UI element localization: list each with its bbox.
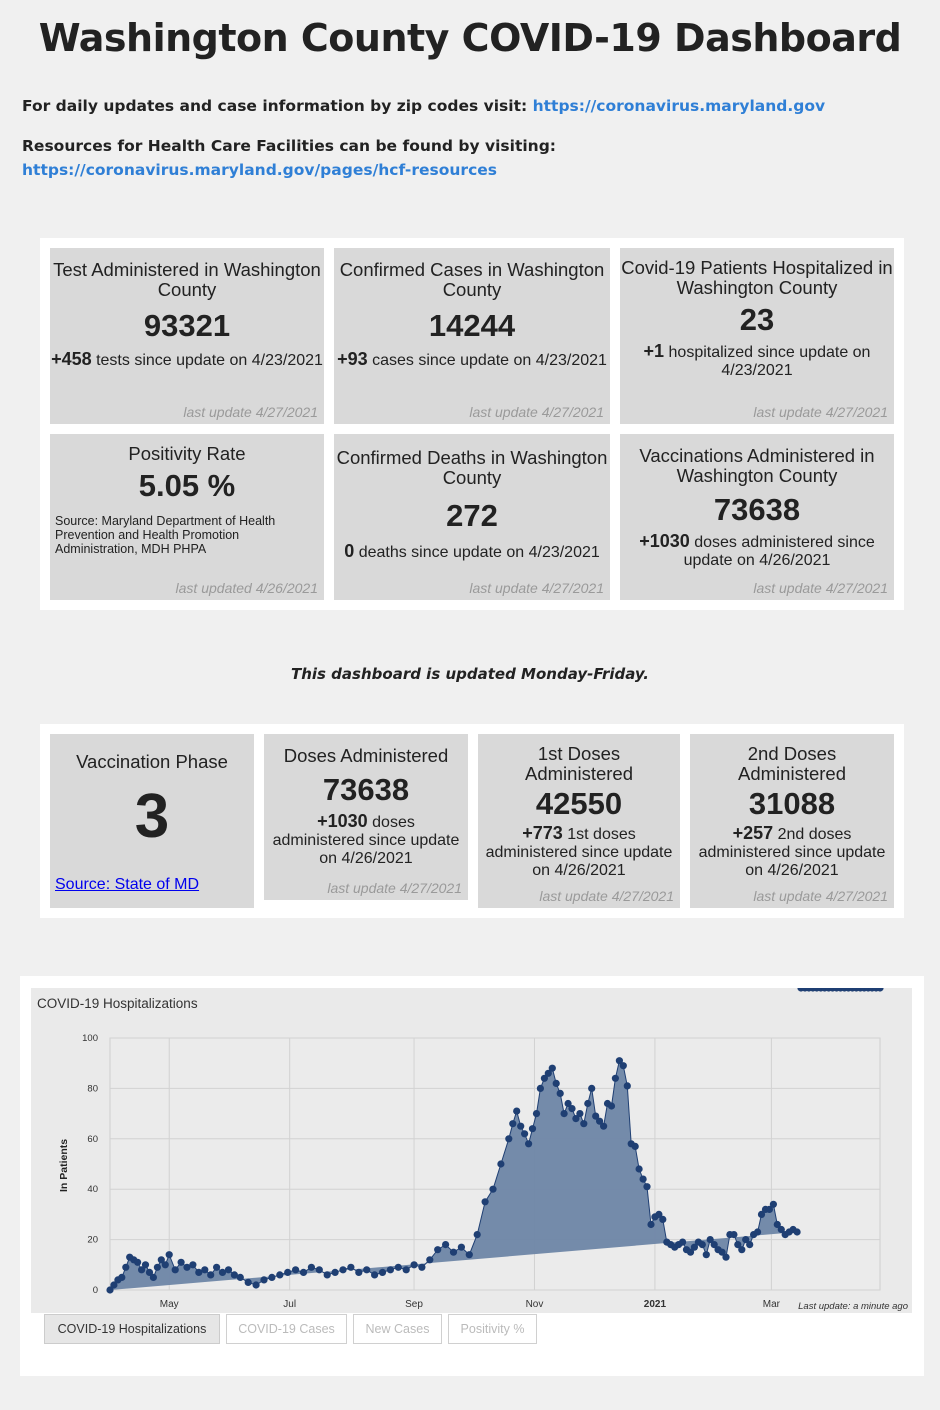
data-point [434,1246,441,1253]
first-doses-value: 42550 [535,786,623,821]
hospitalized-delta: +1 hospitalized since update on 4/23/2021 [643,341,871,379]
data-point [403,1266,410,1273]
resources-label: Resources for Health Care Facilities can be found by visiting: [22,137,557,155]
data-point [207,1271,214,1278]
positivity-source: Source: Maryland Department of Health Prevention and Health Promotion Administration, MDH PHPA [55,514,276,556]
vaccination-phase-title: Vaccination Phase [76,751,228,772]
deaths-title: Confirmed Deaths in Washington County [336,447,608,488]
data-point [722,1254,729,1261]
hospitalized-title: Covid-19 Patients Hospitalized in Washington County [621,257,893,298]
deaths-updated: last update 4/27/2021 [469,580,604,596]
second-doses-value: 31088 [748,786,836,821]
positivity-value: 5.05 % [138,468,236,503]
data-point [489,1186,496,1193]
data-point [557,1090,564,1097]
data-point [395,1264,402,1271]
hospitalizations-chart [31,988,912,1313]
data-point [189,1261,196,1268]
data-point [339,1266,346,1273]
data-point [178,1259,185,1266]
hospitalized-card [620,248,894,424]
data-point [620,1062,627,1069]
vaccinations-value: 73638 [713,492,801,527]
vaccinations-delta: +1030 doses administered since update on 4/26/2021 [639,531,875,569]
chart-title: COVID-19 Hospitalizations [37,996,198,1011]
data-point [118,1274,125,1281]
data-point [525,1140,532,1147]
data-point [418,1264,425,1271]
cases-value: 14244 [428,308,516,343]
vaccine-panel [40,724,904,918]
doses-title: Doses Administered [283,745,449,766]
tests-value: 93321 [143,308,231,343]
data-point [505,1135,512,1142]
data-point [122,1264,129,1271]
data-point [679,1239,686,1246]
data-point [699,1241,706,1248]
data-point [411,1261,418,1268]
data-point [379,1269,386,1276]
data-point [292,1266,299,1273]
data-point [770,1201,777,1208]
data-point [458,1244,465,1251]
data-point [640,1176,647,1183]
second-doses-delta: +257 2nd doses administered since update on 4/26/2021 [698,823,886,879]
data-point [166,1251,173,1258]
y-tick-label: 0 [92,1285,98,1296]
data-point [300,1269,307,1276]
daily-updates-label: For daily updates and case information by zip codes visit: [22,97,528,115]
vaccination-phase-card [50,734,254,908]
data-point [576,1110,583,1117]
tests-card [50,248,324,424]
cases-delta: +93 cases since update on 4/23/2021 [337,349,607,369]
phase-source-link[interactable]: Source: State of MD [55,876,200,893]
tab-cases[interactable]: COVID-19 Cases [226,1314,347,1344]
page-title: Washington County COVID-19 Dashboard [38,16,902,60]
first-doses-delta: +773 1st doses administered since update on 4/26/2021 [485,823,673,879]
tests-delta: +458 tests since update on 4/23/2021 [51,349,323,369]
y-tick-label: 40 [87,1184,98,1196]
hospitalized-updated: last update 4/27/2021 [753,404,888,420]
first-doses-title: 1st Doses Administered [525,743,633,784]
tests-updated: last update 4/27/2021 [183,404,318,420]
data-point [237,1274,244,1281]
data-point [172,1266,179,1273]
x-tick-label: Mar [762,1299,781,1310]
data-point [588,1085,595,1092]
data-point [568,1105,575,1112]
positivity-card [50,434,324,600]
chart-area [31,988,912,1313]
doses-updated: last update 4/27/2021 [327,880,462,896]
data-point [150,1274,157,1281]
data-point [643,1183,650,1190]
chart-footer: Last update: a minute ago [798,1301,908,1312]
data-point [612,1075,619,1082]
data-point [442,1241,449,1248]
resources-line [22,134,922,182]
vaccinations-title: Vaccinations Administered in Washington County [639,445,875,486]
data-point [482,1198,489,1205]
daily-updates-link[interactable]: https://coronavirus.maryland.gov [532,97,826,115]
first-doses-updated: last update 4/27/2021 [539,888,674,904]
cases-updated: last update 4/27/2021 [469,404,604,420]
data-point [513,1108,520,1115]
tab-hospitalizations[interactable]: COVID-19 Hospitalizations [44,1314,220,1344]
y-tick-label: 60 [87,1133,98,1145]
second-doses-card [690,734,894,908]
second-doses-title: 2nd Doses Administered [738,743,846,784]
tab-new-cases[interactable]: New Cases [353,1314,442,1344]
y-tick-label: 100 [82,1033,98,1044]
data-point [466,1251,473,1258]
resources-link[interactable]: https://coronavirus.maryland.gov/pages/hcf-resources [22,161,497,179]
vaccinations-card [620,434,894,600]
second-doses-updated: last update 4/27/2021 [753,888,888,904]
data-point [794,1228,801,1235]
data-point [533,1110,540,1117]
data-point [316,1266,323,1273]
data-point [142,1261,149,1268]
data-point [213,1264,220,1271]
doses-delta: +1030 doses administered since update on 4/26/2021 [272,811,460,867]
data-point [474,1231,481,1238]
data-point [584,1100,591,1107]
stats-panel [40,238,904,610]
data-point [225,1266,232,1273]
doses-card [264,734,468,900]
data-point [371,1271,378,1278]
x-tick-label: Jul [283,1299,297,1310]
data-point [347,1264,354,1271]
data-point [426,1256,433,1263]
data-point [387,1266,394,1273]
deaths-value: 272 [446,498,498,533]
data-point [284,1269,291,1276]
data-point [517,1123,524,1130]
cases-card [334,248,610,424]
x-tick-label: Nov [525,1299,544,1310]
x-tick-label: May [159,1299,179,1310]
data-point [201,1266,208,1273]
deaths-card [334,434,610,600]
data-point [162,1261,169,1268]
data-point [703,1251,710,1258]
x-tick-label: Sep [405,1299,423,1310]
data-point [636,1165,643,1172]
data-point [600,1123,607,1130]
data-point [245,1279,252,1286]
data-point [509,1120,516,1127]
data-point [521,1130,528,1137]
data-point [632,1143,639,1150]
vaccination-phase-value: 3 [134,782,170,851]
data-point [253,1281,260,1288]
positivity-updated: last updated 4/26/2021 [175,580,318,596]
x-tick-label: 2021 [643,1299,667,1310]
doses-value: 73638 [322,772,410,807]
deaths-delta: 0 deaths since update on 4/23/2021 [344,541,600,561]
data-point [529,1125,536,1132]
data-point [730,1231,737,1238]
y-axis-label: In Patients [58,1138,70,1192]
update-notice: This dashboard is updated Monday-Friday. [290,665,649,683]
tab-positivity[interactable]: Positivity % [448,1314,537,1344]
data-point [647,1221,654,1228]
data-point [580,1120,587,1127]
hospitalized-value: 23 [739,302,775,337]
data-point [355,1269,362,1276]
data-point [324,1271,331,1278]
daily-updates-line [22,94,922,118]
y-tick-label: 80 [87,1083,98,1095]
data-point [659,1216,666,1223]
data-point [553,1080,560,1087]
data-point [549,1065,556,1072]
data-point [450,1249,457,1256]
data-point [268,1274,275,1281]
data-point [497,1160,504,1167]
tests-title: Test Administered in Washington County [53,259,321,300]
data-point [363,1266,370,1273]
data-point [608,1102,615,1109]
y-tick-label: 20 [87,1234,98,1246]
data-point [260,1276,267,1283]
data-point [276,1271,283,1278]
hospitalizations-chart-panel [20,976,924,1376]
data-point [537,1085,544,1092]
cases-title: Confirmed Cases in Washington County [339,259,605,300]
data-point [134,1259,141,1266]
data-point [746,1241,753,1248]
data-point [624,1082,631,1089]
data-point [738,1246,745,1253]
data-point [561,1110,568,1117]
data-point [154,1264,161,1271]
first-doses-card [478,734,680,908]
positivity-title: Positivity Rate [128,443,246,464]
vaccinations-updated: last update 4/27/2021 [753,580,888,596]
data-point [308,1264,315,1271]
data-point [754,1228,761,1235]
data-point [332,1269,339,1276]
